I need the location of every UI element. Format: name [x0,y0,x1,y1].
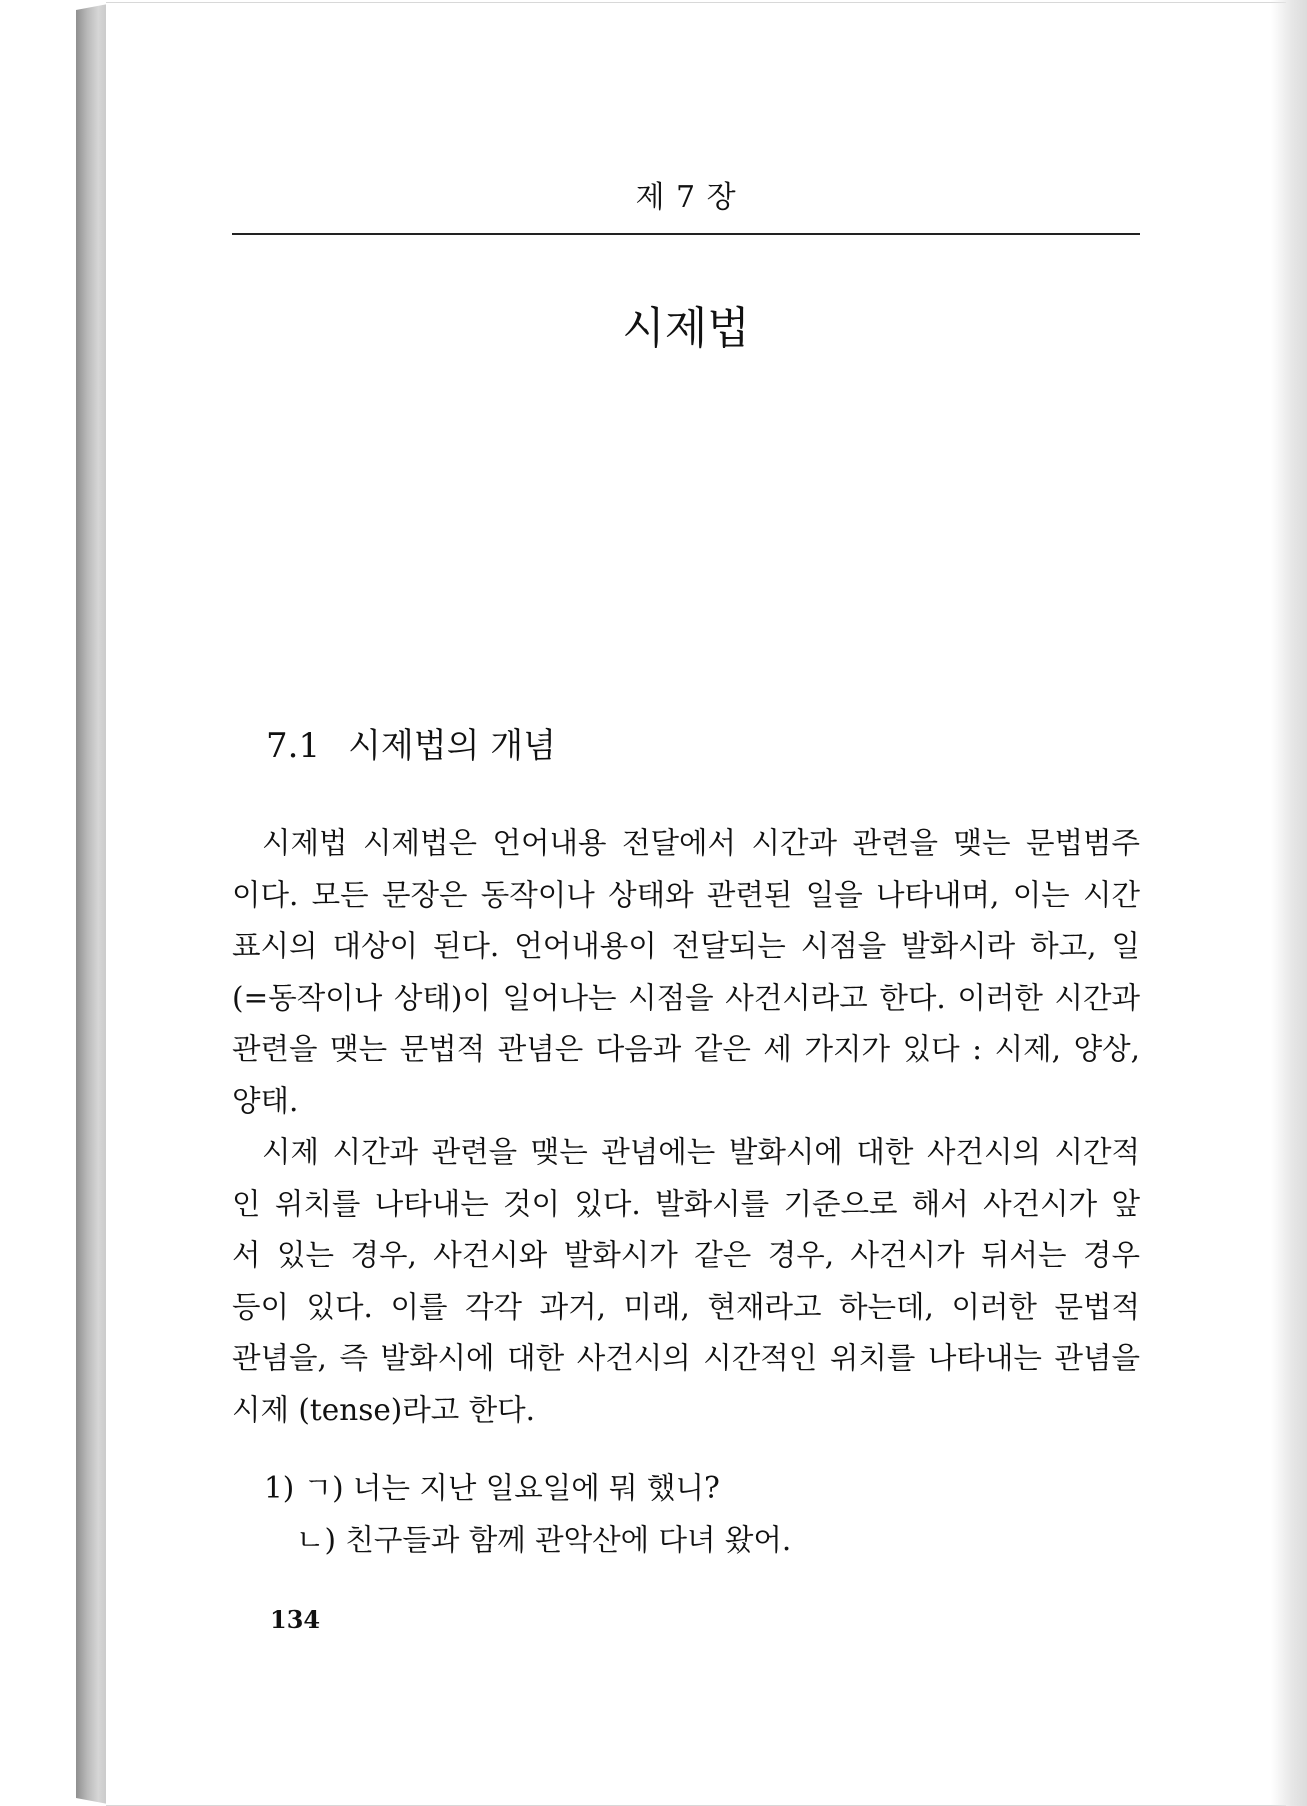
book-spine-edge [76,4,108,1804]
paragraph-line: 양태. [232,1083,299,1118]
page-right-shadow [1271,0,1307,1806]
example-item: ㄴ) 친구들과 함께 관악산에 다녀 왔어. [296,1523,792,1557]
paragraph-line: (=동작이나 상태)이 일어나는 시점을 사건시라고 한다. 이러한 시간과 [232,980,1140,1015]
paragraph-line: 인 위치를 나타내는 것이 있다. 발화시를 기준으로 해서 사건시가 앞 [232,1186,1140,1221]
chapter-title: 시제법 [622,303,750,354]
example-list [264,1462,791,1566]
section-number: 7.1 [266,726,321,766]
paragraph-line: 관념을, 즉 발화시에 대한 사건시의 시간적인 위치를 나타내는 관념을 [232,1341,1140,1375]
body-text [232,818,1140,1436]
paragraph-line: 이다. 모든 문장은 동작이나 상태와 관련된 일을 나타내며, 이는 시간 [232,877,1140,912]
section-title: 시제법의 개념 [348,726,556,766]
page-number: 134 [270,1605,321,1634]
paragraph-line: 시제 (tense)라고 한다. [232,1392,536,1427]
paragraph-line: 서 있는 경우, 사건시와 발화시가 같은 경우, 사건시가 뒤서는 경우 [232,1238,1140,1272]
paragraph-line: 표시의 대상이 된다. 언어내용이 전달되는 시점을 발화시라 하고, 일 [232,929,1140,963]
paragraph-line: 등이 있다. 이를 각각 과거, 미래, 현재라고 하는데, 이러한 문법적 [232,1289,1140,1324]
section-heading [266,718,556,767]
paragraph-line: 시제 시간과 관련을 맺는 관념에는 발화시에 대한 사건시의 시간적 [262,1135,1140,1169]
paragraph-line: 관련을 맺는 문법적 관념은 다음과 같은 세 가지가 있다 : 시제, 양상, [232,1032,1140,1066]
chapter-label: 제 7 장 [635,180,737,215]
example-item: 1) ㄱ) 너는 지난 일요일에 뭐 했니? [264,1471,720,1505]
paragraph-line: 시제법 시제법은 언어내용 전달에서 시간과 관련을 맺는 문법범주 [262,826,1140,860]
header-rule [232,233,1140,235]
